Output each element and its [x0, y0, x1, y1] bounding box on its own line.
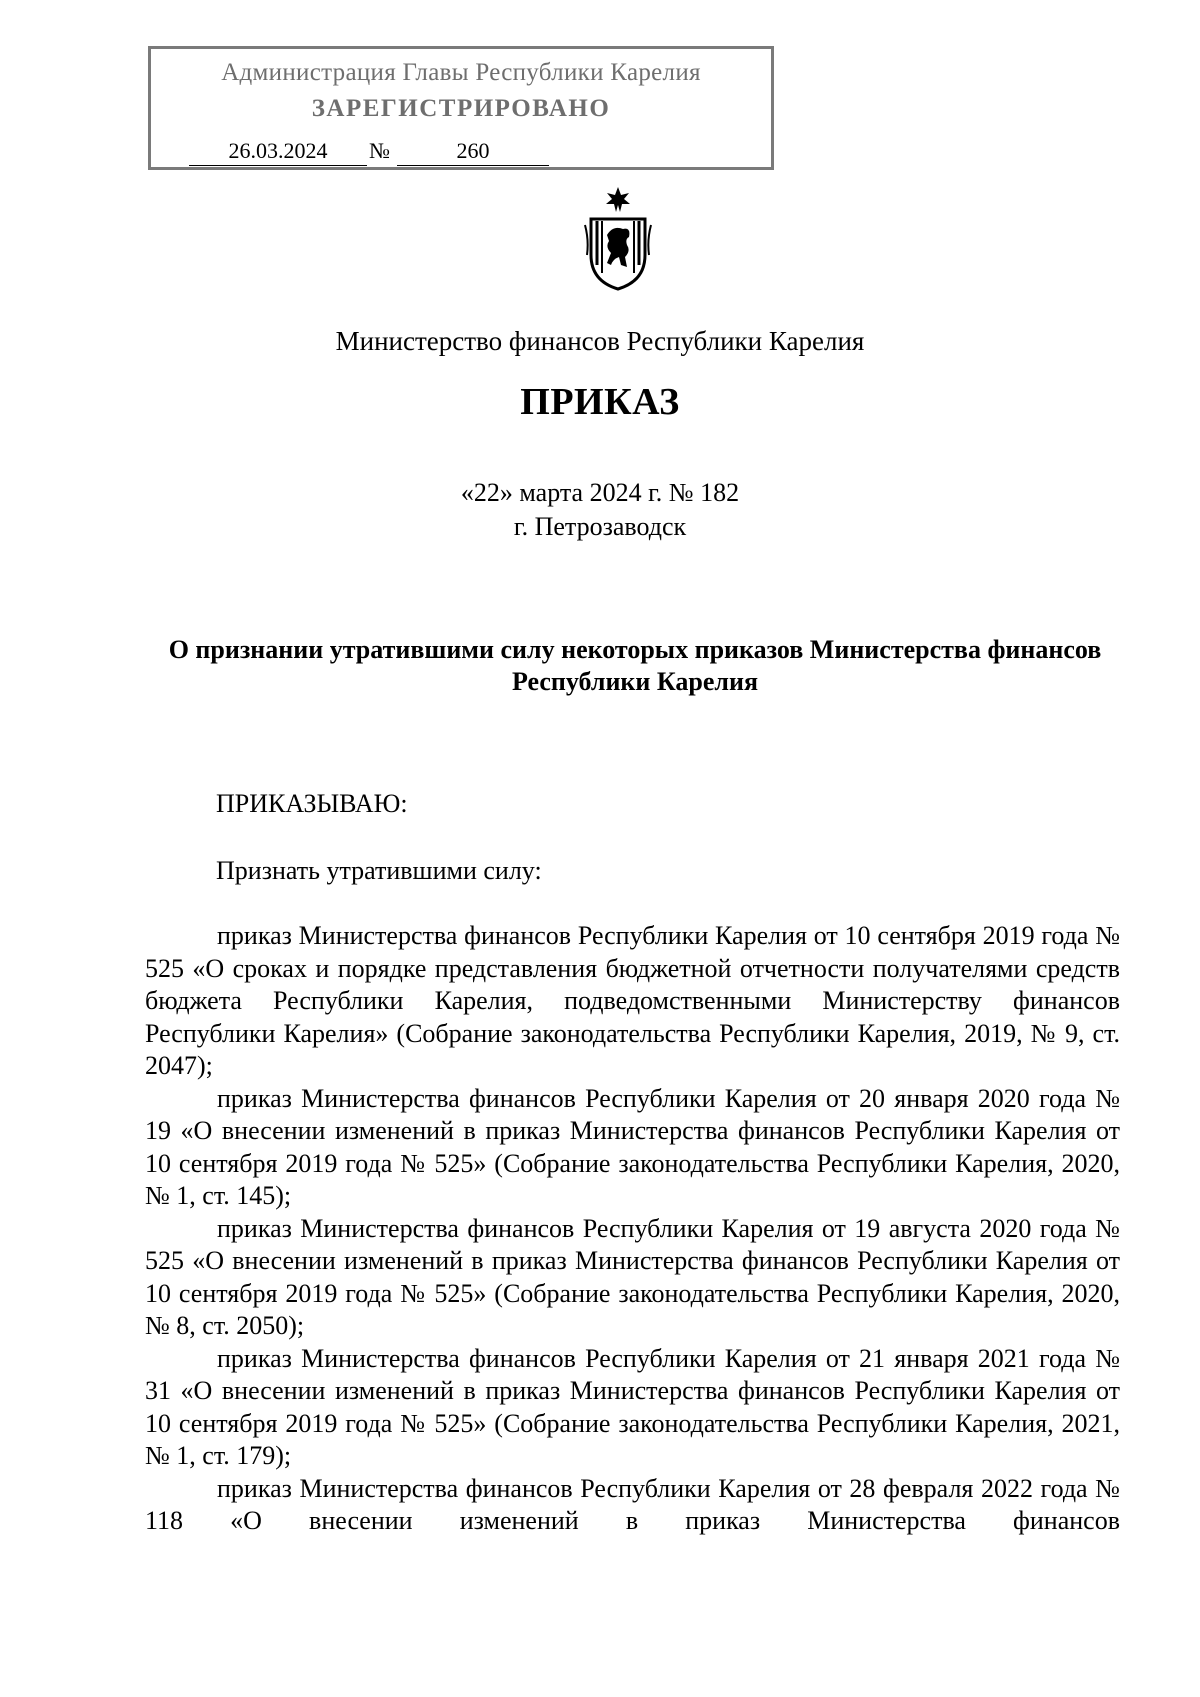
karelia-coat-of-arms-icon — [583, 185, 653, 293]
recognize-label: Признать утратившими силу: — [216, 856, 542, 885]
stamp-number-sign: № — [369, 138, 390, 163]
ministry-name: Министерство финансов Республики Карелия — [335, 326, 865, 356]
order-date-number: «22» марта 2024 г. № 182 — [460, 478, 740, 507]
stamp-date: 26.03.2024 — [189, 139, 367, 166]
orders-label: ПРИКАЗЫВАЮ: — [216, 789, 408, 818]
list-item: приказ Министерства финансов Республики Карелия от 10 сентября 2019 года № 525 «О сроках и порядке представления бюджетной отчетности получателями средств бюджета Республики Карелия, подведомственными Министерству финансов Республики Карелия» (Собрание законодательства Республики Карелия, 2019, № 9, ст. 2047); — [145, 921, 1120, 1080]
list-item: приказ Министерства финансов Республики Карелия от 21 января 2021 года № 31 «О внесении изменений в приказ Министерства финансов Республики Карелия от 10 сентября 2019 года № 525» (Собрание законодательства Республики Карелия, 2021, № 1, ст. 179); — [145, 1343, 1120, 1470]
list-item: приказ Министерства финансов Республики Карелия от 28 февраля 2022 года № 118 «О внесении изменений в приказ Министерства финансов — [145, 1473, 1120, 1535]
city: г. Петрозаводск — [513, 512, 687, 541]
stamp-status: ЗАРЕГИСТРИРОВАНО — [311, 95, 611, 122]
registration-stamp — [148, 46, 774, 170]
stamp-number: 260 — [397, 139, 549, 166]
document-type: ПРИКАЗ — [520, 381, 680, 423]
order-subject: О признании утратившими силу некоторых приказов Министерства финансов Республики Карелия — [168, 635, 1102, 696]
stamp-organization: Администрация Главы Республики Карелия — [221, 59, 701, 86]
list-item: приказ Министерства финансов Республики Карелия от 19 августа 2020 года № 525 «О внесении изменений в приказ Министерства финансов Республики Карелия от 10 сентября 2019 года № 525» (Собрание законодательства Республики Карелия, 2020, № 8, ст. 2050); — [145, 1213, 1120, 1340]
repealed-orders-list — [145, 920, 1120, 1538]
list-item: приказ Министерства финансов Республики Карелия от 20 января 2020 года № 19 «О внесении изменений в приказ Министерства финансов Республики Карелия от 10 сентября 2019 года № 525» (Собрание законодательства Республики Карелия, 2020, № 1, ст. 145); — [145, 1083, 1120, 1210]
